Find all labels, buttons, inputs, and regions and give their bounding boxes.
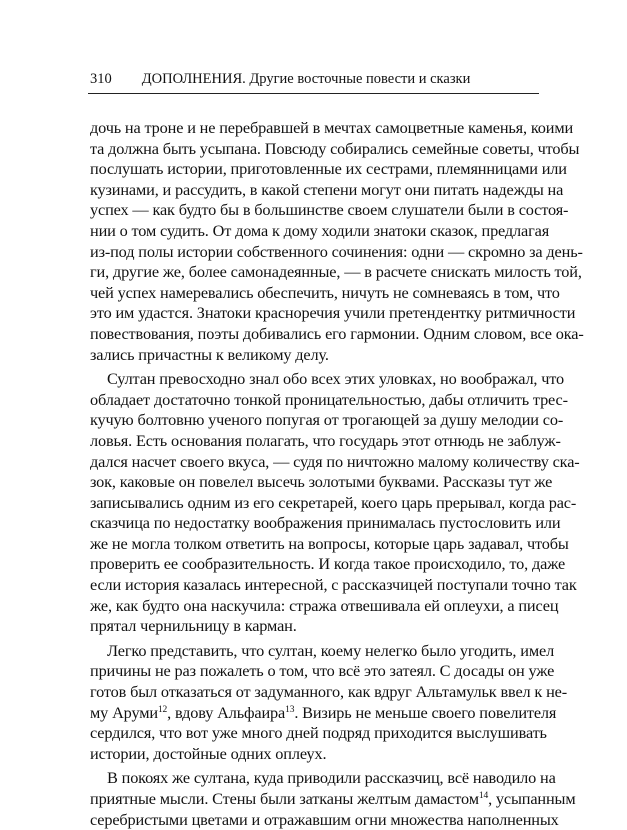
text-line: причины не раз пожалеть о том, что всё это затеял. С досады он уже	[90, 661, 555, 681]
text-line: записывались одним из его секретарей, коего царь прерывал, когда рас-	[90, 492, 577, 512]
footnote-ref: 12	[157, 704, 168, 715]
text-fragment: му Аруми	[90, 702, 158, 722]
body-text	[90, 118, 584, 830]
text-line: чей успех намеревались обеспечить, ничуть не сомневаясь в том, что	[90, 282, 560, 302]
page-number: 310	[90, 71, 112, 87]
text-line: ги, другие же, более самонадеянные, — в расчете снискать милость той,	[90, 262, 582, 282]
text-line: послушать истории, приготовленные их сестрами, племянницами или	[90, 159, 567, 179]
text-line: успех — как будто бы в большинстве своем слушатели были в состоя-	[90, 200, 569, 220]
text-line: повествования, поэты добивались его гармонии. Одним словом, все ока-	[90, 323, 584, 343]
header-rule	[88, 93, 539, 94]
running-head	[90, 70, 537, 88]
text-fragment: , усыпанным	[488, 789, 576, 808]
text-line: же не могла толком ответить на вопросы, которые царь задавал, чтобы	[90, 533, 569, 553]
section-title: ДОПОЛНЕНИЯ	[141, 71, 243, 87]
text-line: сказчица по недостатку воображения принималась пустословить или	[90, 513, 561, 533]
text-fragment: приятные мысли. Стены были затканы желтым дамастом	[90, 789, 479, 808]
text-line: истории, достойные одних оплеух.	[90, 743, 327, 763]
text-line: проверить ее сообразительность. И когда такое происходило, то, даже	[90, 554, 566, 574]
text-fragment: , вдову Альфаира	[167, 702, 286, 722]
text-line: серебристыми цветами и отражавшим огни множества наполненных	[90, 809, 559, 829]
text-line	[90, 702, 557, 724]
text-line: же, как будто она наскучила: стража отвешивала ей оплеухи, а писец	[90, 595, 559, 615]
text-line: В покоях же султана, куда приводили рассказчиц, всё наводило на	[107, 768, 556, 788]
text-line: из-под полы истории собственного сочинения: одни — скромно за день-	[90, 241, 583, 261]
text-line: готов был отказаться от задуманного, как вдруг Альтамульк ввел к не-	[90, 682, 568, 702]
text-line: сердился, что вот уже много дней подряд приходится выслушивать	[90, 723, 547, 743]
text-line: зались причастны к великому делу.	[90, 344, 329, 364]
section-subtitle: . Другие восточные повести и сказки	[242, 71, 471, 87]
text-line: кучую болтовню ученого попугая от трогающей за душу мелодии со-	[90, 410, 564, 430]
text-line: если история казалась интересной, с рассказчицей поступали точно так	[90, 575, 577, 595]
footnote-ref: 14	[478, 791, 489, 801]
text-line: дочь на троне и не перебравшей в мечтах самоцветные каменья, коими	[90, 118, 574, 137]
text-line: Легко представить, что султан, коему нелегко было угодить, имел	[107, 640, 555, 660]
text-line	[90, 789, 576, 810]
text-fragment: . Визирь не меньше своего повелителя	[294, 702, 557, 722]
text-line: та должна быть усыпана. Повсюду собирались семейные советы, чтобы	[90, 138, 580, 158]
text-line: дался насчет своего вкуса, — судя по ничтожно малому количеству ска-	[90, 451, 580, 471]
text-line: Султан превосходно знал обо всех этих уловках, но воображал, что	[107, 369, 565, 389]
text-line: прятал чернильницу в карман.	[90, 616, 297, 636]
footnote-ref: 13	[285, 704, 295, 715]
text-line: кузинами, и рассудить, в какой степени могут они питать надежды на	[90, 179, 564, 199]
text-line: обладает достаточно тонкой проницательностью, дабы отличить трес-	[90, 389, 568, 409]
text-line: нии о том судить. От дома к дому ходили знатоки сказок, предлагая	[90, 220, 550, 240]
text-line: зок, каковые он повелел высечь золотыми буквами. Рассказы тут же	[90, 472, 553, 492]
text-line: ловья. Есть основания полагать, что государь этот отнюдь не заблуж-	[90, 430, 561, 450]
text-line: это им удастся. Знатоки красноречия учили претендентку ритмичности	[90, 303, 576, 323]
